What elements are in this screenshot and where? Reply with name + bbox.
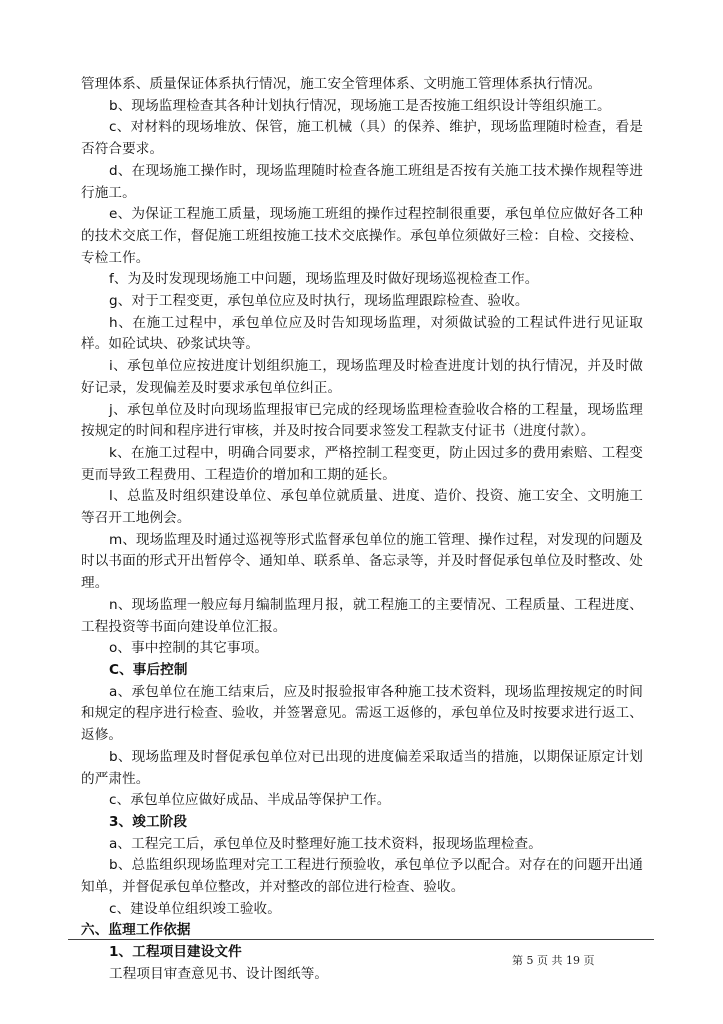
paragraph: m、现场监理及时通过巡视等形式监督承包单位的施工管理、操作过程，对发现的问题及时以书面的形式开出暂停令、通知单、联系单、备忘录等，并及时督促承包单位及时整改、处理。 [81, 531, 643, 592]
paragraph: 管理体系、质量保证体系执行情况，施工安全管理体系、文明施工管理体系执行情况。 [81, 76, 602, 92]
page-number: 第 5 页 共 19 页 [512, 954, 595, 967]
paragraph: a、工程完工后，承包单位及时整理好施工技术资料，报现场监理检查。 [109, 835, 542, 852]
paragraph: g、对于工程变更，承包单位应及时执行，现场监理跟踪检查、验收。 [109, 293, 529, 310]
paragraph: b、总监组织现场监理对完工工程进行预验收，承包单位予以配合。对存在的问题开出通知单，并督促承包单位整改，并对整改的部位进行检查、验收。 [81, 857, 643, 896]
paragraph: o、事中控制的其它事项。 [109, 640, 269, 657]
paragraph: h、在施工过程中，承包单位应及时告知现场监理，对须做试验的工程试件进行见证取样。如砼试块、砂浆试块等。 [81, 314, 643, 353]
paragraph: j、承包单位及时向现场监理报审已完成的经现场监理检查验收合格的工程量，现场监理按规定的时间和程序进行审核，并及时按合同要求签发工程款支付证书（进度付款）。 [81, 401, 643, 440]
paragraph: b、现场监理检查其各种计划执行情况，现场施工是否按施工组织设计等组织施工。 [109, 97, 611, 114]
footer-divider [68, 939, 654, 940]
paragraph: l、总监及时组织建设单位、承包单位就质量、进度、造价、投资、施工安全、文明施工等召开工地例会。 [81, 488, 643, 527]
paragraph: b、现场监理及时督促承包单位对已出现的进度偏差采取适当的措施，以期保证原定计划的严肃性。 [81, 748, 643, 787]
chapter-heading: 六、监理工作依据 [81, 922, 191, 939]
paragraph: i、承包单位应按进度计划组织施工，现场监理及时检查进度计划的执行情况，并及时做好记录，发现偏差及时要求承包单位纠正。 [81, 358, 643, 396]
paragraph: f、为及时发现现场施工中问题，现场监理及时做好现场巡视检查工作。 [109, 271, 539, 288]
paragraph: c、对材料的现场堆放、保管，施工机械（具）的保养、维护，现场监理随时检查，看是否符合要求。 [81, 119, 643, 158]
body-text [81, 74, 643, 986]
section-heading: 3、竣工阶段 [109, 813, 188, 830]
paragraph: c、承包单位应做好成品、半成品等保护工作。 [109, 792, 391, 809]
paragraph: a、承包单位在施工结束后，应及时报验报审各种施工技术资料，现场监理按规定的时间和规定的程序进行检查、验收，并签署意见。需返工返修的，承包单位及时按要求进行返工、返修。 [81, 683, 643, 744]
section-heading: 1、工程项目建设文件 [109, 944, 242, 961]
paragraph: n、现场监理一般应每月编制监理月报，就工程施工的主要情况、工程质量、工程进度、工程投资等书面向建设单位汇报。 [81, 596, 643, 635]
paragraph: e、为保证工程施工质量，现场施工班组的操作过程控制很重要，承包单位应做好各工种的技术交底工作，督促施工班组按施工技术交底操作。承包单位须做好三检：自检、交接检、专检工作。 [81, 206, 643, 266]
section-heading: C、事后控制 [109, 661, 188, 678]
paragraph: k、在施工过程中，明确合同要求，严格控制工程变更，防止因过多的费用索赔、工程变更而导致工程费用、工程造价的增加和工期的延长。 [81, 444, 643, 483]
paragraph: c、建设单位组织竣工验收。 [109, 900, 281, 917]
paragraph: 工程项目审查意见书、设计图纸等。 [109, 965, 329, 982]
paragraph: d、在现场施工操作时，现场监理随时检查各施工班组是否按有关施工技术操作规程等进行施工。 [81, 162, 643, 201]
